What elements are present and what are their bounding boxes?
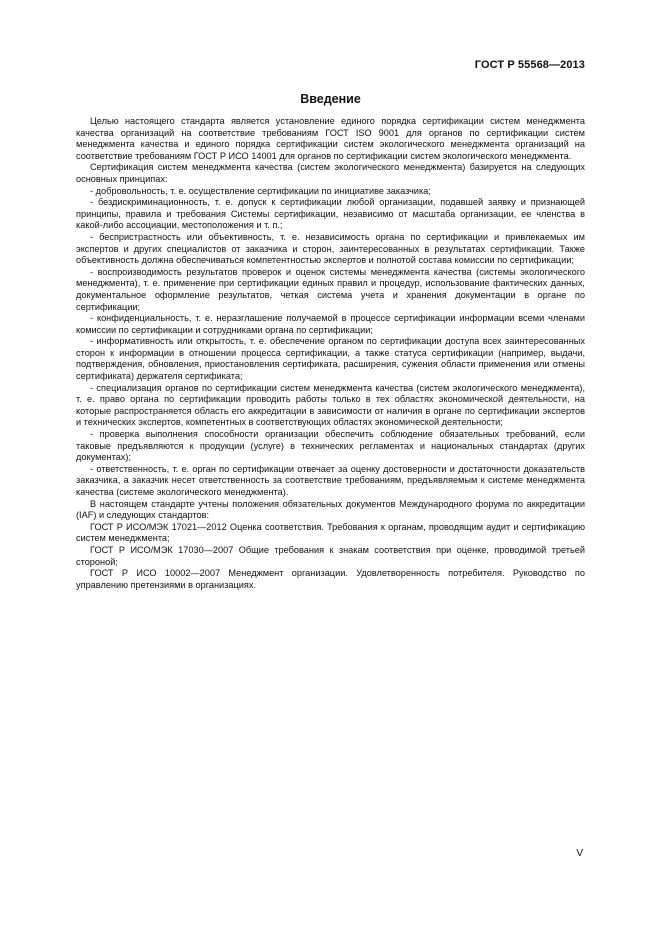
document-body [76,116,585,591]
list-item: - беспристрастность или объективность, т. е. независимость органа по сертификации и привлекаемых им экспертов и других специалистов от заказчика и сторон, заинтересованных в результатах сертификации. Также объективность должна обеспечиваться компетентностью экспертов и полнотой состава комиссии по сертификации; [76,231,585,266]
list-item: - добровольность, т. е. осуществление сертификации по инициативе заказчика; [90,185,431,196]
list-item: - бездискриминационность, т. е. допуск к сертификации любой организации, подавшей заявку и признающей принципы, правила и требования Системы сертификации, независимо от масштаба организации, ее членства в какой-либо ассоциации, местоположения и т. п.; [76,197,585,231]
paragraph-references-intro: В настоящем стандарте учтены положения обязательных документов Международного форума по аккредитации (IAF) и следующих стандартов: [76,498,585,521]
page-title: Введение [300,92,361,106]
page-number: V [576,848,583,859]
paragraph-principles-intro: Сертификация систем менеджмента качества (систем экологического менеджмента) базируется на следующих основных принципах: [76,162,585,184]
reference-item: ГОСТ Р ИСО/МЭК 17021—2012 Оценка соответствия. Требования к органам, проводящим аудит и сертификацию систем менеджмента; [76,521,585,544]
reference-item: ГОСТ Р ИСО 10002—2007 Менеджмент организации. Удовлетворенность потребителя. Руководство по управлению претензиями в организациях. [76,568,585,590]
list-item: - специализация органов по сертификации систем менеджмента качества (систем экологического менеджмента), т. е. право органа по сертификации проводить работы только в тех областях экономической деятельности, на которые распространяется область его аккредитации в зависимости от наличия в органе по сертификации экспертов и технических экспертов, компетентных в соответствующих областях экономической деятельности; [76,382,585,428]
list-item: - ответственность, т. е. орган по сертификации отвечает за оценку достоверности и достаточности доказательств заказчика, а заказчик несет ответственность за соответствие требованиям, предъявляемым к системе менеджмента качества (системе экологического менеджмента). [76,463,585,497]
list-item: - конфиденциальность, т. е. неразглашение получаемой в процессе сертификации информации всеми членами комиссии по сертификации и сотрудниками органа по сертификации; [76,313,585,335]
standard-code: ГОСТ Р 55568—2013 [474,59,585,71]
reference-item: ГОСТ Р ИСО/МЭК 17030—2007 Общие требования к знакам соответствия при оценке, проводимой третьей стороной; [76,544,585,567]
list-item: - информативность или открытость, т. е. обеспечение органом по сертификации доступа всех заинтересованных сторон к информации в отношении процесса сертификации, а также статуса сертификации (например, выдачи, подтверждения, обновления, приостановления сертификата, расширения, сужения области применения или отмены сертификата) держателя сертификата; [76,336,585,382]
paragraph-purpose: Целью настоящего стандарта является установление единого порядка сертификации систем менеджмента качества организаций на соответствие требованиям ГОСТ ISO 9001 для органов по сертификации систем менеджмента качества и единого порядка сертификации систем экологического менеджмента организаций на соответствие требованиям ГОСТ Р ИСО 14001 для органов по сертификации систем экологического менеджмента. [76,116,585,161]
list-item: - проверка выполнения способности организации обеспечить соблюдение обязательных требований, если таковые предъявляются к продукции (услуге) в технических регламентах и национальных стандартах (других документах); [76,429,585,463]
list-item: - воспроизводимость результатов проверок и оценок системы менеджмента качества (системы экологического менеджмента), т. е. применение при сертификации единых правил и процедур, использование фактических данных, документальное оформление результатов, четкая система учета и хранения документации в органе по сертификации; [76,266,585,312]
